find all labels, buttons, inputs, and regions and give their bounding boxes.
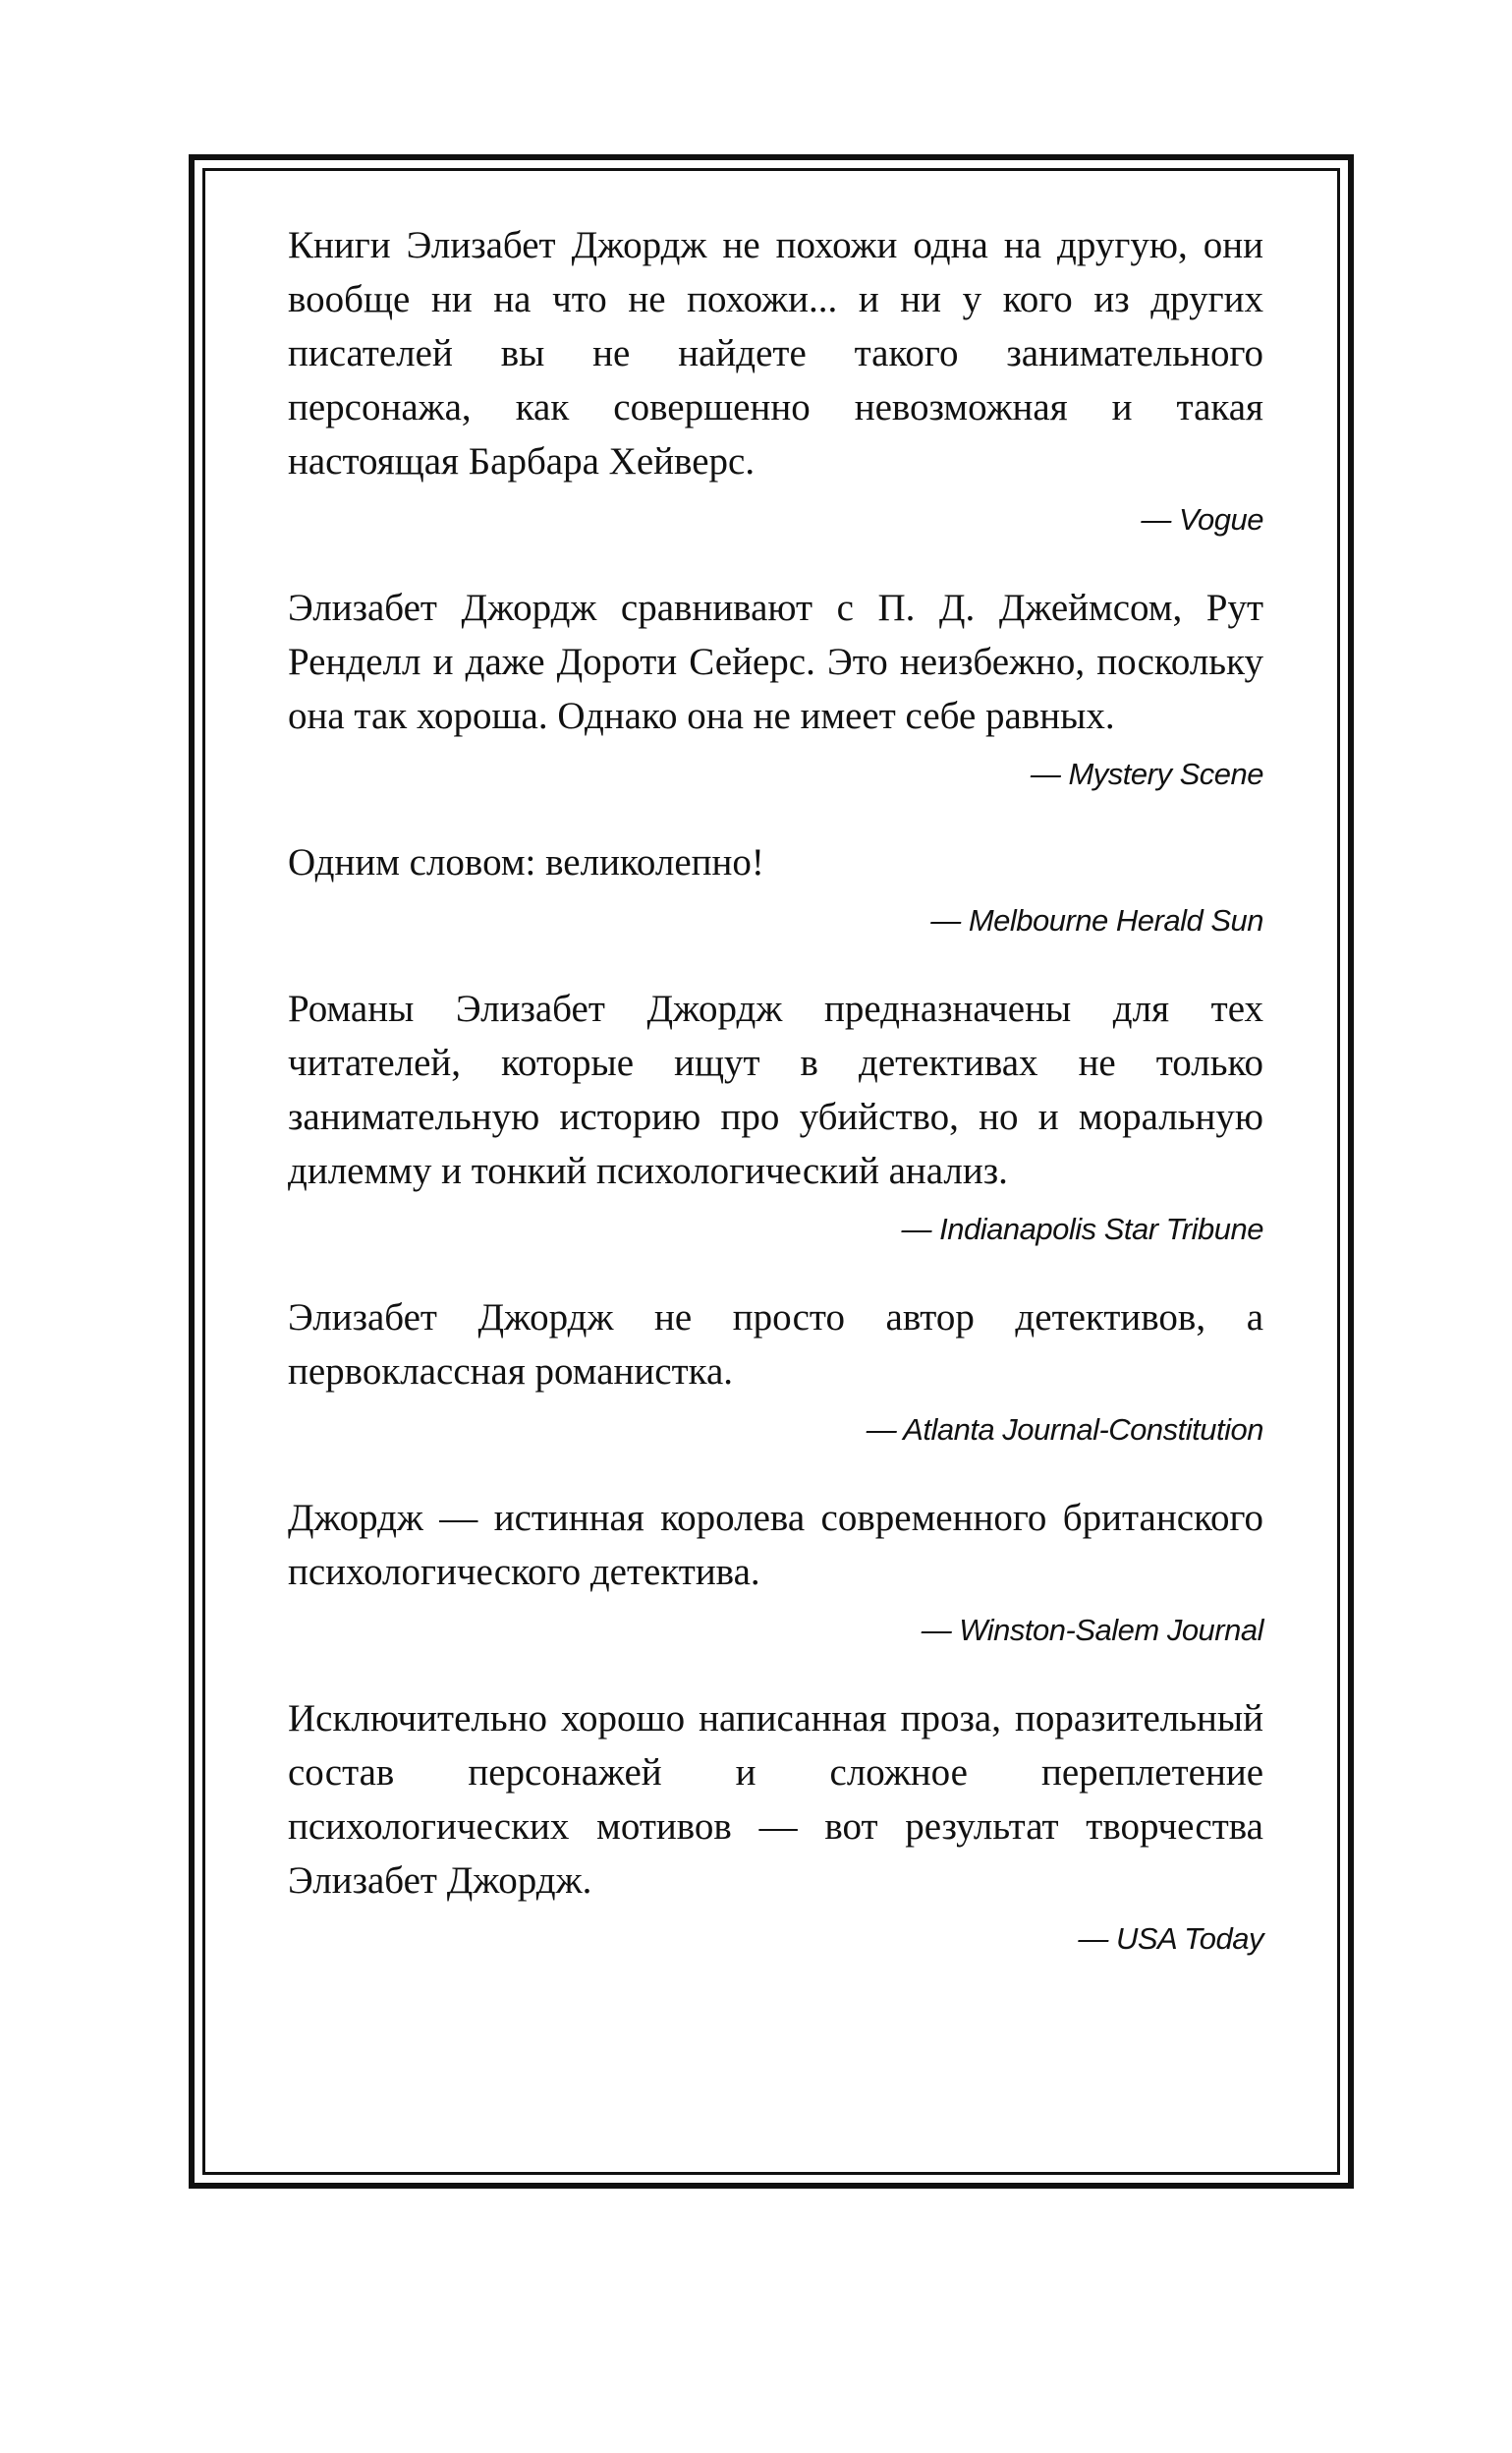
review-text: Книги Элизабет Джордж не похожи одна на другую, они вообще ни на что не похожи... и ни у кого из других писателей вы не найдете такого занимательного персонажа, как совершенно невозможная и такая настоящая Барбара Хейверс. [288,224,1263,483]
review-source: — Winston-Salem Journal [921,1613,1263,1647]
reviews-list [288,218,1263,1959]
review-text: Романы Элизабет Джордж предназначены для тех читателей, которые ищут в детективах не только занимательную историю про убийство, но и моральную дилемму и тонкий психологический анализ. [288,988,1263,1192]
review-block [288,835,1263,941]
review-text: Одним словом: великолепно! [288,841,764,884]
review-block [288,581,1263,794]
review-block [288,218,1263,540]
review-block [288,982,1263,1249]
review-text: Элизабет Джордж не просто автор детективов, а первоклассная романистка. [288,1296,1263,1393]
review-source: — Atlanta Journal-Constitution [866,1412,1263,1447]
review-block [288,1491,1263,1650]
review-source: — Indianapolis Star Tribune [901,1212,1263,1246]
review-text: Элизабет Джордж сравнивают с П. Д. Джеймсом, Рут Ренделл и даже Дороти Сейерс. Это неизбежно, поскольку она так хороша. Однако она не имеет себе равных. [288,587,1263,737]
review-source: — Mystery Scene [1030,757,1263,791]
review-source: — USA Today [1078,1921,1263,1956]
review-block [288,1691,1263,1959]
review-text: Исключительно хорошо написанная проза, поразительный состав персонажей и сложное переплетение психологических мотивов — вот результат творчества Элизабет Джордж. [288,1697,1263,1902]
review-source: — Melbourne Herald Sun [930,903,1263,938]
review-source: — Vogue [1141,502,1263,537]
review-block [288,1290,1263,1450]
review-text: Джордж — истинная королева современного британского психологического детектива. [288,1497,1263,1593]
